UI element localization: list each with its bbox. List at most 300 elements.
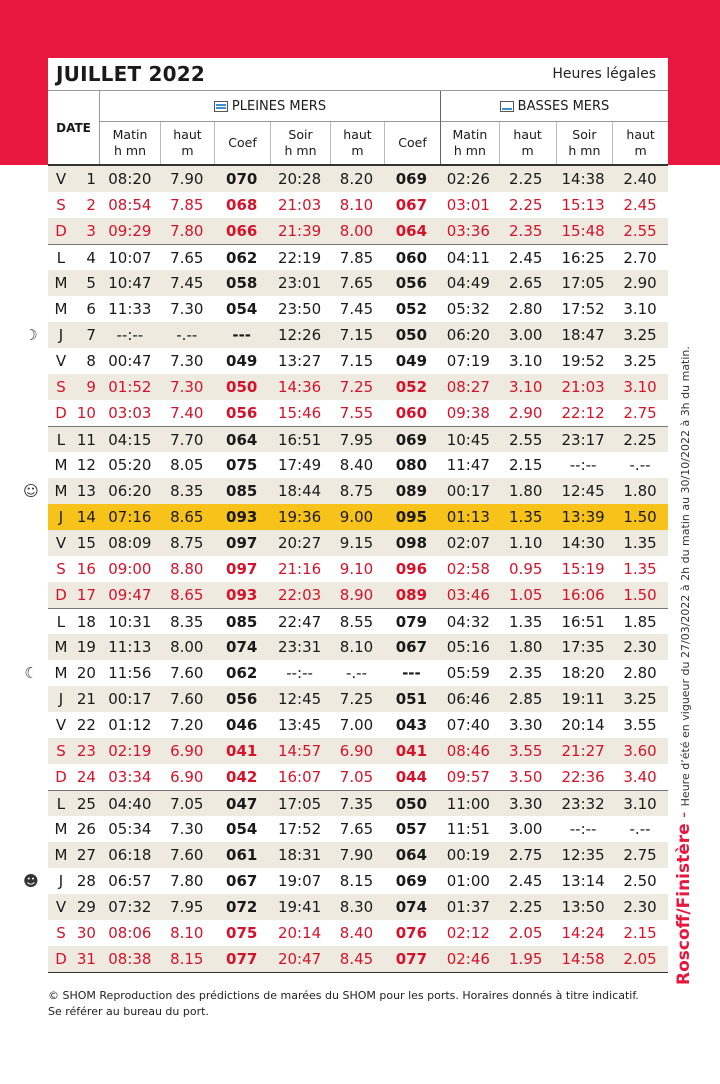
cell-bm_sh: 1.50 (623, 586, 657, 604)
cell-d: S (56, 924, 66, 942)
tide-table-sheet (23, 58, 668, 973)
cell-pm_mh: 7.60 (170, 690, 204, 708)
cell-c1: 056 (226, 404, 258, 422)
cell-bm_sh: 2.55 (623, 222, 657, 240)
cell-n: 15 (76, 534, 96, 552)
cell-c1: 077 (226, 950, 258, 968)
cell-bm_s: 23:17 (561, 430, 605, 449)
cell-pm_s: 12:45 (277, 690, 322, 708)
table-row (48, 686, 668, 712)
cell-pm_mh: 8.65 (170, 508, 204, 526)
cell-bm_sh: 2.25 (623, 430, 657, 449)
cell-c1: 085 (226, 482, 258, 500)
cell-pm_sh: 7.65 (339, 274, 374, 292)
cell-pm_sh: 8.90 (339, 586, 374, 604)
cell-bm_sh: 3.10 (623, 378, 657, 396)
date-column-header: DATE (48, 91, 100, 164)
cell-pm_sh: 9.10 (339, 560, 374, 578)
low-tide-label: BASSES MERS (517, 98, 610, 114)
cell-bm_s: 18:47 (561, 326, 605, 344)
cell-bm_sh: 3.10 (623, 794, 657, 813)
cell-d: D (55, 950, 67, 968)
cell-pm_m: 00:17 (108, 690, 152, 708)
cell-c1: 061 (226, 846, 258, 864)
cell-pm_m: 03:34 (108, 768, 152, 786)
table-row (48, 218, 668, 244)
moon-phase-icon: ☻ (23, 872, 39, 890)
cell-c1: 067 (226, 872, 258, 890)
cell-pm_m: 08:54 (108, 196, 152, 214)
cell-pm_sh: 7.15 (339, 326, 374, 344)
cell-pm_mh: 7.70 (170, 430, 204, 449)
cell-pm_mh: 8.35 (170, 482, 204, 500)
cell-pm_s: 20:47 (277, 950, 322, 968)
cell-d: D (55, 404, 67, 422)
cell-pm_s: 13:27 (277, 352, 322, 370)
tide-rows (23, 166, 668, 973)
cell-n: 23 (76, 742, 96, 760)
cell-pm_s: 18:31 (277, 846, 322, 864)
table-row (48, 556, 668, 582)
cell-c2: 064 (395, 846, 428, 864)
cell-bm_m: 02:07 (446, 534, 490, 552)
cell-pm_sh: 9.00 (339, 508, 374, 526)
cell-bm_mh: 2.75 (509, 846, 543, 864)
cell-pm_mh: 7.60 (170, 664, 204, 682)
cell-bm_sh: 3.25 (623, 326, 657, 344)
cell-c1: 041 (226, 742, 258, 760)
cell-d: D (55, 768, 67, 786)
cell-bm_mh: 2.90 (509, 404, 543, 422)
cell-pm_s: 13:45 (277, 716, 322, 734)
cell-pm_mh: 7.05 (170, 794, 204, 813)
cell-d: S (56, 196, 66, 214)
cell-pm_m: 07:32 (108, 898, 152, 916)
cell-pm_sh: -.-- (345, 664, 367, 682)
cell-pm_sh: 7.65 (339, 820, 374, 838)
col-matin: Matin h mn (112, 127, 148, 158)
cell-bm_s: 19:52 (561, 352, 605, 370)
cell-bm_sh: 1.80 (623, 482, 657, 500)
cell-d: J (58, 508, 64, 526)
cell-pm_m: 08:09 (108, 534, 152, 552)
cell-pm_m: 05:34 (108, 820, 152, 838)
cell-bm_m: 03:36 (446, 222, 490, 240)
cell-d: L (56, 430, 66, 449)
cell-pm_sh: 7.55 (339, 404, 374, 422)
table-row (48, 166, 668, 192)
cell-bm_sh: 3.60 (623, 742, 657, 760)
table-row (48, 374, 668, 400)
cell-pm_m: 11:56 (108, 664, 152, 682)
table-row (24, 322, 668, 348)
cell-bm_mh: 2.25 (509, 196, 543, 214)
cell-c1: 047 (226, 794, 258, 813)
cell-pm_s: 17:49 (277, 456, 322, 474)
cell-bm_mh: 1.80 (509, 638, 543, 656)
cell-c1: 093 (226, 586, 258, 604)
cell-n: 7 (86, 326, 96, 344)
cell-pm_s: 14:36 (277, 378, 322, 396)
cell-c1: 075 (226, 456, 258, 474)
cell-c1: 056 (226, 690, 258, 708)
cell-pm_m: 06:20 (108, 482, 152, 500)
moon-phase-icon: ☽ (24, 326, 38, 344)
cell-bm_s: 18:20 (561, 664, 605, 682)
cell-c2: 080 (395, 456, 428, 474)
cell-n: 8 (86, 352, 96, 370)
low-tide-header (440, 91, 668, 164)
cell-bm_m: 07:19 (446, 352, 490, 370)
cell-bm_m: 09:57 (446, 768, 490, 786)
cell-bm_sh: 2.70 (623, 248, 657, 267)
cell-d: M (54, 482, 68, 500)
cell-c1: 058 (226, 274, 258, 292)
cell-pm_s: 16:51 (277, 430, 322, 449)
cell-c2: 076 (395, 924, 428, 942)
cell-pm_sh: 8.55 (339, 612, 374, 631)
cell-bm_s: --:-- (569, 456, 597, 474)
cell-bm_m: 00:17 (446, 482, 490, 500)
cell-bm_s: 17:35 (561, 638, 605, 656)
cell-pm_s: 16:07 (277, 768, 322, 786)
moon-phase-icon: ☾ (24, 664, 38, 682)
cell-pm_mh: 7.20 (170, 716, 204, 734)
cell-d: D (55, 222, 67, 240)
cell-c2: 056 (395, 274, 428, 292)
cell-bm_m: 05:59 (446, 664, 490, 682)
cell-bm_mh: 2.15 (509, 456, 543, 474)
table-row (23, 868, 668, 894)
place-name: Roscoff (674, 914, 694, 985)
table-row (48, 452, 668, 478)
cell-bm_mh: 2.85 (509, 690, 543, 708)
cell-bm_m: 02:58 (446, 560, 490, 578)
table-header (48, 91, 668, 166)
summer-time-note: Heure d’été en vigueur du 27/03/2022 à 2h du matin au 30/10/2022 à 3h du matin. (679, 346, 692, 807)
cell-pm_mh: 7.30 (170, 300, 204, 318)
cell-bm_m: 08:27 (446, 378, 490, 396)
cell-pm_m: 10:07 (108, 248, 152, 267)
cell-bm_m: 04:11 (446, 248, 490, 267)
cell-bm_s: 12:35 (561, 846, 605, 864)
cell-c2: 096 (395, 560, 428, 578)
cell-bm_s: 17:05 (561, 274, 605, 292)
cell-bm_mh: 1.80 (509, 482, 543, 500)
cell-bm_s: 16:06 (561, 586, 605, 604)
cell-c1: 064 (226, 430, 258, 449)
cell-c2: 074 (395, 898, 428, 916)
cell-bm_mh: 3.55 (509, 742, 543, 760)
cell-pm_sh: 7.15 (339, 352, 374, 370)
cell-c2: 060 (395, 248, 428, 267)
high-tide-header (100, 91, 440, 164)
cell-pm_mh: 7.80 (170, 872, 204, 890)
cell-d: S (56, 378, 66, 396)
cell-n: 22 (76, 716, 96, 734)
cell-d: V (55, 898, 67, 916)
cell-bm_s: 17:52 (561, 300, 605, 318)
cell-bm_sh: 2.75 (623, 404, 657, 422)
cell-c1: 042 (226, 768, 258, 786)
cell-pm_s: 20:27 (277, 534, 322, 552)
cell-n: 17 (76, 586, 96, 604)
cell-bm_s: 14:58 (561, 950, 605, 968)
cell-pm_s: 14:57 (277, 742, 322, 760)
cell-pm_sh: 7.25 (339, 378, 374, 396)
cell-bm_m: 06:46 (446, 690, 490, 708)
cell-c1: 046 (226, 716, 258, 734)
cell-bm_s: 21:27 (561, 742, 605, 760)
cell-n: 25 (76, 794, 96, 813)
table-row (48, 270, 668, 296)
cell-c2: 057 (395, 820, 428, 838)
cell-n: 16 (76, 560, 96, 578)
table-row (48, 634, 668, 660)
cell-n: 21 (76, 690, 96, 708)
cell-bm_m: 01:37 (446, 898, 490, 916)
cell-pm_mh: 7.95 (170, 898, 204, 916)
cell-bm_sh: 2.45 (623, 196, 657, 214)
cell-pm_m: 02:19 (108, 742, 152, 760)
cell-n: 1 (86, 170, 96, 188)
cell-pm_s: 20:14 (277, 924, 322, 942)
cell-pm_mh: 7.90 (170, 170, 204, 188)
cell-c2: 050 (395, 794, 428, 813)
table-row (48, 946, 668, 972)
cell-bm_s: 22:12 (561, 404, 605, 422)
cell-pm_mh: 6.90 (170, 742, 204, 760)
cell-c1: 093 (226, 508, 258, 526)
cell-pm_sh: 8.10 (339, 638, 374, 656)
cell-pm_m: 06:18 (108, 846, 152, 864)
cell-d: L (56, 248, 66, 267)
cell-pm_m: 01:52 (108, 378, 152, 396)
cell-c1: 054 (226, 820, 258, 838)
cell-bm_mh: 2.65 (509, 274, 543, 292)
cell-bm_sh: -.-- (629, 456, 651, 474)
cell-pm_s: --:-- (286, 664, 313, 682)
cell-pm_s: 21:03 (277, 196, 322, 214)
table-row (48, 842, 668, 868)
cell-pm_s: 23:01 (277, 274, 322, 292)
cell-bm_m: 02:46 (446, 950, 490, 968)
table-row (48, 894, 668, 920)
cell-pm_m: 04:40 (108, 794, 152, 813)
cell-pm_m: 10:31 (108, 612, 152, 631)
cell-pm_sh: 8.75 (339, 482, 374, 500)
col-coef: Coef (384, 122, 440, 164)
cell-d: V (55, 716, 67, 734)
cell-bm_sh: 3.40 (623, 768, 657, 786)
cell-bm_m: 01:13 (446, 508, 490, 526)
cell-bm_s: 14:24 (561, 924, 605, 942)
col-haut: haut m (499, 122, 556, 164)
cell-c1: 066 (226, 222, 258, 240)
cell-n: 31 (76, 950, 96, 968)
cell-pm_m: 01:12 (108, 716, 152, 734)
table-row (48, 426, 668, 452)
cell-n: 14 (76, 508, 96, 526)
cell-pm_sh: 7.00 (339, 716, 374, 734)
cell-c2: 067 (395, 638, 428, 656)
cell-n: 10 (76, 404, 96, 422)
cell-d: M (54, 300, 68, 318)
cell-pm_s: 22:47 (277, 612, 322, 631)
cell-d: D (55, 586, 67, 604)
cell-bm_s: 16:25 (561, 248, 605, 267)
cell-c1: 054 (226, 300, 258, 318)
cell-bm_sh: 1.50 (623, 508, 657, 526)
cell-d: V (55, 352, 67, 370)
high-tide-label: PLEINES MERS (231, 98, 327, 114)
cell-c2: 067 (395, 196, 428, 214)
cell-d: L (56, 612, 66, 631)
cell-n: 20 (76, 664, 96, 682)
cell-c1: 097 (226, 560, 258, 578)
cell-bm_s: 19:11 (561, 690, 605, 708)
col-haut: haut m (330, 122, 384, 164)
table-row (48, 400, 668, 426)
cell-d: V (55, 170, 67, 188)
cell-pm_sh: 8.20 (339, 170, 374, 188)
cell-n: 4 (86, 248, 96, 267)
cell-c1: 062 (226, 248, 258, 267)
cell-bm_mh: 3.00 (509, 820, 543, 838)
cell-bm_sh: 1.35 (623, 534, 657, 552)
cell-c2: 041 (395, 742, 428, 760)
cell-bm_m: 07:40 (446, 716, 490, 734)
cell-d: J (58, 690, 64, 708)
cell-pm_mh: 6.90 (170, 768, 204, 786)
cell-d: M (54, 664, 68, 682)
cell-pm_mh: 7.60 (170, 846, 204, 864)
cell-pm_s: 17:05 (277, 794, 322, 813)
cell-bm_mh: 2.35 (509, 664, 543, 682)
cell-bm_m: 08:46 (446, 742, 490, 760)
cell-pm_m: 10:47 (108, 274, 152, 292)
cell-bm_sh: 2.30 (623, 898, 657, 916)
cell-pm_sh: 7.90 (339, 846, 374, 864)
cell-pm_s: 23:31 (277, 638, 322, 656)
cell-pm_sh: 6.90 (339, 742, 374, 760)
cell-c1: 097 (226, 534, 258, 552)
cell-bm_mh: 3.10 (509, 378, 543, 396)
table-row (48, 608, 668, 634)
cell-bm_mh: 0.95 (509, 560, 543, 578)
month-title: JUILLET 2022 (56, 62, 205, 86)
cell-bm_mh: 2.25 (509, 898, 543, 916)
cell-bm_sh: 2.75 (623, 846, 657, 864)
cell-pm_sh: 8.40 (339, 456, 374, 474)
table-row (48, 582, 668, 608)
table-row (48, 348, 668, 374)
cell-bm_m: 04:32 (446, 612, 490, 631)
cell-c2: 050 (395, 326, 428, 344)
cell-bm_mh: 1.35 (509, 508, 543, 526)
cell-bm_mh: 2.25 (509, 170, 543, 188)
cell-bm_s: 20:14 (561, 716, 605, 734)
cell-pm_sh: 8.10 (339, 196, 374, 214)
cell-pm_m: 04:15 (108, 430, 152, 449)
cell-pm_mh: 8.65 (170, 586, 204, 604)
cell-bm_sh: 1.35 (623, 560, 657, 578)
cell-n: 6 (86, 300, 96, 318)
cell-pm_mh: 8.00 (170, 638, 204, 656)
cell-c2: 043 (395, 716, 428, 734)
cell-pm_sh: 7.95 (339, 430, 374, 449)
cell-bm_s: 15:48 (561, 222, 605, 240)
cell-bm_s: 23:32 (561, 794, 605, 813)
cell-bm_sh: 2.80 (623, 664, 657, 682)
cell-n: 13 (76, 482, 96, 500)
cell-bm_mh: 1.95 (509, 950, 543, 968)
cell-pm_s: 22:03 (277, 586, 322, 604)
cell-d: S (56, 560, 66, 578)
cell-pm_m: 09:00 (108, 560, 152, 578)
cell-bm_sh: 3.25 (623, 690, 657, 708)
table-row (48, 764, 668, 790)
cell-d: J (58, 872, 64, 890)
table-row (48, 530, 668, 556)
cell-bm_sh: 2.15 (623, 924, 657, 942)
cell-pm_s: 19:41 (277, 898, 322, 916)
col-haut: haut m (160, 122, 214, 164)
cell-bm_m: 02:12 (446, 924, 490, 942)
cell-c2: 052 (395, 300, 428, 318)
cell-c1: 075 (226, 924, 258, 942)
cell-pm_sh: 8.40 (339, 924, 374, 942)
cell-c2: 044 (395, 768, 428, 786)
cell-c2: 079 (395, 612, 428, 631)
cell-c1: 085 (226, 612, 258, 631)
cell-d: M (54, 638, 68, 656)
cell-pm_s: 19:07 (277, 872, 322, 890)
cell-bm_mh: 2.45 (509, 248, 543, 267)
table-row (48, 712, 668, 738)
cell-n: 19 (76, 638, 96, 656)
cell-c2: 052 (395, 378, 428, 396)
cell-d: L (56, 794, 66, 813)
cell-bm_sh: 3.25 (623, 352, 657, 370)
cell-pm_m: 09:29 (108, 222, 152, 240)
cell-bm_mh: 1.35 (509, 612, 543, 631)
cell-pm_m: 07:16 (108, 508, 152, 526)
cell-bm_sh: 3.10 (623, 300, 657, 318)
cell-n: 5 (86, 274, 96, 292)
cell-bm_m: 11:47 (446, 456, 490, 474)
cell-bm_mh: 1.05 (509, 586, 543, 604)
cell-bm_m: 03:46 (446, 586, 490, 604)
cell-bm_m: 11:51 (446, 820, 490, 838)
cell-c2: 089 (395, 482, 428, 500)
cell-bm_sh: 2.90 (623, 274, 657, 292)
cell-pm_m: 08:38 (108, 950, 152, 968)
table-row (48, 790, 668, 816)
cell-bm_mh: 2.45 (509, 872, 543, 890)
table-row (48, 738, 668, 764)
cell-pm_m: 09:47 (108, 586, 152, 604)
table-row (48, 816, 668, 842)
cell-pm_s: 12:26 (277, 326, 322, 344)
cell-bm_sh: 1.85 (623, 612, 657, 631)
cell-pm_s: 17:52 (277, 820, 322, 838)
cell-pm_mh: 8.80 (170, 560, 204, 578)
cell-c2: --- (402, 664, 421, 682)
cell-c2: 051 (395, 690, 428, 708)
cell-pm_sh: 8.15 (339, 872, 374, 890)
cell-pm_m: 08:20 (108, 170, 152, 188)
